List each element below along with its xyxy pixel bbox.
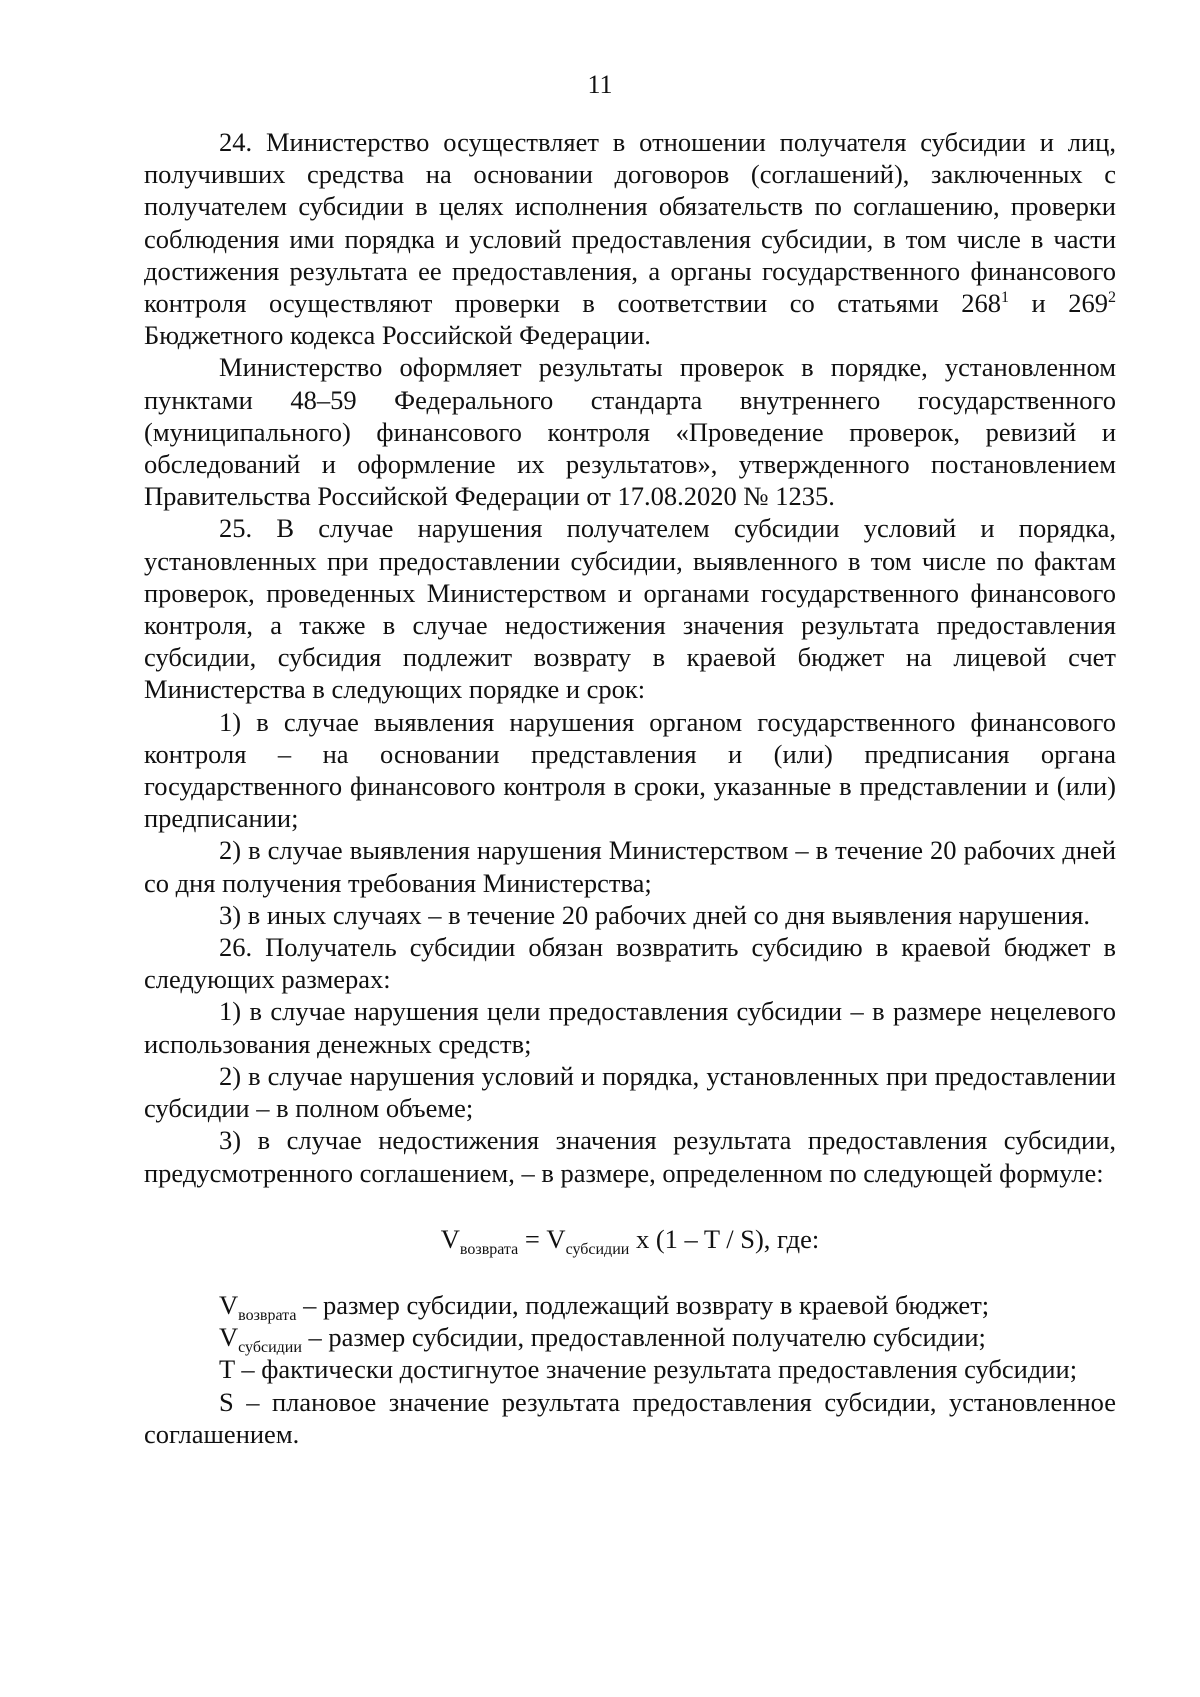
formula-v1: V <box>440 1223 460 1254</box>
definition-s: S – плановое значение результата предоставления субсидии, установленное соглашением. <box>144 1386 1116 1449</box>
paragraph-26-item-2: 2) в случае нарушения условий и порядка, установленных при предоставлении субсидии – в полном объеме; <box>144 1060 1116 1124</box>
formula-equals: = V <box>518 1223 566 1254</box>
definition-v-subsidii-sub: субсидии <box>238 1339 302 1357</box>
footnote-superscript-1: 1 <box>1001 289 1010 307</box>
paragraph-24-2: Министерство оформляет результаты проверок в порядке, установленном пунктами 48–59 Федерального стандарта внутреннего государственного (муниципального) финансового контроля «Проведение проверок, ревизий и обследований и оформление их результатов», утвержденного постановлением Правительства Российской Федерации от 17.08.2020 № 1235. <box>144 352 1116 512</box>
definition-v-vozvrata <box>144 1289 1116 1324</box>
definition-v-vozvrata-symbol: V <box>219 1289 239 1320</box>
paragraph-24-text-a: 24. Министерство осуществляет в отношении получателя субсидии и лиц, получивших средства на основании договоров (соглашений), заключенных с получателем субсидии в целях исполнения обязательств по соглашению, проверки соблюдения ими порядка и условий предоставления субсидии, в том числе в части достижения результата ее предоставления, а органы государственного финансового контроля осуществляют проверки в соответствии со статьями 268 <box>144 127 1116 319</box>
paragraph-24-text-c: Бюджетного кодекса Российской Федерации. <box>144 320 651 351</box>
paragraph-24 <box>144 126 1116 351</box>
formula-sub-subsidii: субсидии <box>565 1240 630 1258</box>
paragraph-26-item-1: 1) в случае нарушения цели предоставления субсидии – в размере нецелевого использования денежных средств; <box>144 996 1116 1059</box>
definition-v-subsidii-text: – размер субсидии, предоставленной получателю субсидии; <box>301 1322 986 1353</box>
document-body <box>144 126 1116 1450</box>
definition-v-subsidii-symbol: V <box>219 1322 239 1353</box>
paragraph-26-item-3: 3) в случае недостижения значения результата предоставления субсидии, предусмотренного соглашением, – в размере, определенном по следующей формуле: <box>144 1125 1116 1188</box>
formula <box>144 1223 1116 1258</box>
definition-v-vozvrata-text: – размер субсидии, подлежащий возврату в краевой бюджет; <box>296 1289 990 1320</box>
paragraph-25-item-3: 3) в иных случаях – в течение 20 рабочих дней со дня выявления нарушения. <box>219 899 1090 930</box>
paragraph-25: 25. В случае нарушения получателем субсидии условий и порядка, установленных при предоставлении субсидии, выявленного в том числе по фактам проверок, проведенных Министерством и органами государственного финансового контроля, а также в случае недостижения значения результата предоставления субсидии, субсидия подлежит возврату в краевой бюджет на лицевой счет Министерства в следующих порядке и срок: <box>144 513 1116 705</box>
definition-v-subsidii <box>144 1321 1116 1357</box>
paragraph-24-text-b: и 269 <box>1009 288 1108 319</box>
page-number: 11 <box>587 70 613 99</box>
definition-t: T – фактически достигнутое значение результата предоставления субсидии; <box>219 1354 1078 1385</box>
definition-v-vozvrata-sub: возврата <box>238 1306 297 1324</box>
paragraph-25-item-1: 1) в случае выявления нарушения органом государственного финансового контроля – на основании представления и (или) предписания органа государственного финансового контроля в сроки, указанные в представлении и (или) предписании; <box>144 706 1116 834</box>
formula-rest: x (1 – T / S), где: <box>629 1223 820 1254</box>
footnote-superscript-2: 2 <box>1108 289 1116 307</box>
formula-sub-vozvrata: возврата <box>459 1240 519 1258</box>
paragraph-25-item-2: 2) в случае выявления нарушения Министерством – в течение 20 рабочих дней со дня получения требования Министерства; <box>144 835 1116 898</box>
paragraph-26: 26. Получатель субсидии обязан возвратить субсидию в краевой бюджет в следующих размерах: <box>144 932 1116 995</box>
